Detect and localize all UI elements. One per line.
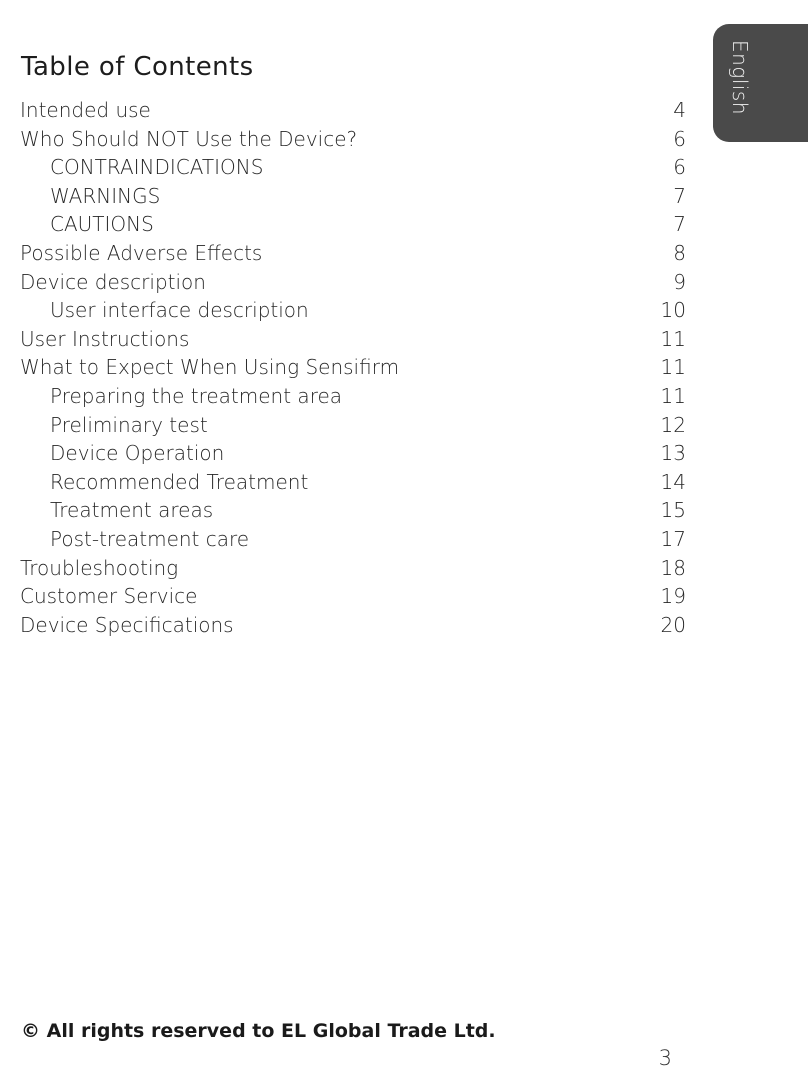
toc-entry-page: 13 bbox=[660, 441, 686, 466]
toc-entry[interactable] bbox=[20, 125, 686, 154]
toc-entry-page: 8 bbox=[673, 240, 686, 265]
toc-entry-page: 11 bbox=[660, 355, 686, 380]
toc-entry[interactable] bbox=[20, 239, 686, 268]
toc-entry[interactable] bbox=[20, 611, 686, 640]
page-number: 3 bbox=[658, 1046, 672, 1070]
toc-entry[interactable] bbox=[20, 382, 686, 411]
copyright-notice: © All rights reserved to EL Global Trade Ltd. bbox=[21, 1020, 496, 1042]
toc-entry-page: 18 bbox=[660, 555, 686, 580]
table-of-contents bbox=[20, 96, 686, 639]
toc-entry-page: 20 bbox=[660, 612, 686, 637]
page-title: Table of Contents bbox=[21, 52, 254, 82]
toc-entry-page: 6 bbox=[673, 155, 686, 180]
toc-entry[interactable] bbox=[20, 411, 686, 440]
toc-entry[interactable] bbox=[20, 325, 686, 354]
toc-entry-label: Who Should NOT Use the Device? bbox=[20, 126, 358, 151]
toc-entry[interactable] bbox=[20, 268, 686, 297]
toc-entry-label: What to Expect When Using Sensifirm bbox=[20, 355, 400, 380]
toc-entry[interactable] bbox=[20, 96, 686, 125]
toc-entry-label: Troubleshooting bbox=[20, 555, 179, 580]
toc-entry[interactable] bbox=[20, 525, 686, 554]
toc-entry[interactable] bbox=[20, 496, 686, 525]
toc-entry-page: 7 bbox=[673, 212, 686, 237]
toc-entry-page: 4 bbox=[673, 98, 686, 122]
toc-entry-label: User interface description bbox=[50, 298, 309, 323]
toc-entry-label: Possible Adverse Effects bbox=[20, 240, 263, 265]
toc-entry-page: 17 bbox=[660, 526, 686, 551]
toc-entry[interactable] bbox=[20, 353, 686, 382]
toc-entry[interactable] bbox=[20, 210, 686, 239]
toc-entry-page: 10 bbox=[660, 298, 686, 323]
toc-entry-page: 19 bbox=[660, 584, 686, 609]
toc-entry-label: Device Specifications bbox=[20, 612, 234, 637]
toc-entry-page: 12 bbox=[660, 412, 686, 437]
toc-entry-page: 11 bbox=[660, 383, 686, 408]
toc-entry-page: 14 bbox=[660, 469, 686, 494]
toc-entry-page: 11 bbox=[660, 326, 686, 351]
toc-entry-label: User Instructions bbox=[20, 326, 190, 351]
toc-entry-label: WARNINGS bbox=[50, 183, 161, 208]
toc-entry-page: 9 bbox=[673, 269, 686, 294]
toc-entry[interactable] bbox=[20, 153, 686, 182]
toc-entry-label: Recommended Treatment bbox=[50, 469, 309, 494]
toc-entry-page: 6 bbox=[673, 126, 686, 151]
toc-entry[interactable] bbox=[20, 296, 686, 325]
toc-entry-label: Treatment areas bbox=[50, 498, 214, 523]
toc-entry-label: Preliminary test bbox=[50, 412, 208, 437]
toc-entry-label: Post-treatment care bbox=[50, 526, 250, 551]
toc-entry-page: 15 bbox=[660, 498, 686, 523]
toc-entry-label: Device description bbox=[20, 269, 206, 294]
toc-entry-label: Device Operation bbox=[50, 441, 225, 466]
toc-entry-label: Preparing the treatment area bbox=[50, 383, 343, 408]
toc-entry-label: CONTRAINDICATIONS bbox=[50, 155, 264, 180]
toc-entry[interactable] bbox=[20, 582, 686, 611]
toc-entry[interactable] bbox=[20, 468, 686, 497]
toc-entry-label: Customer Service bbox=[20, 584, 198, 609]
toc-entry[interactable] bbox=[20, 182, 686, 211]
toc-entry[interactable] bbox=[20, 439, 686, 468]
toc-entry-page: 7 bbox=[673, 183, 686, 208]
toc-entry-label: CAUTIONS bbox=[50, 212, 154, 237]
toc-entry-label: Intended use bbox=[20, 98, 151, 122]
toc-entry[interactable] bbox=[20, 554, 686, 583]
language-tab-label: English bbox=[728, 40, 752, 116]
